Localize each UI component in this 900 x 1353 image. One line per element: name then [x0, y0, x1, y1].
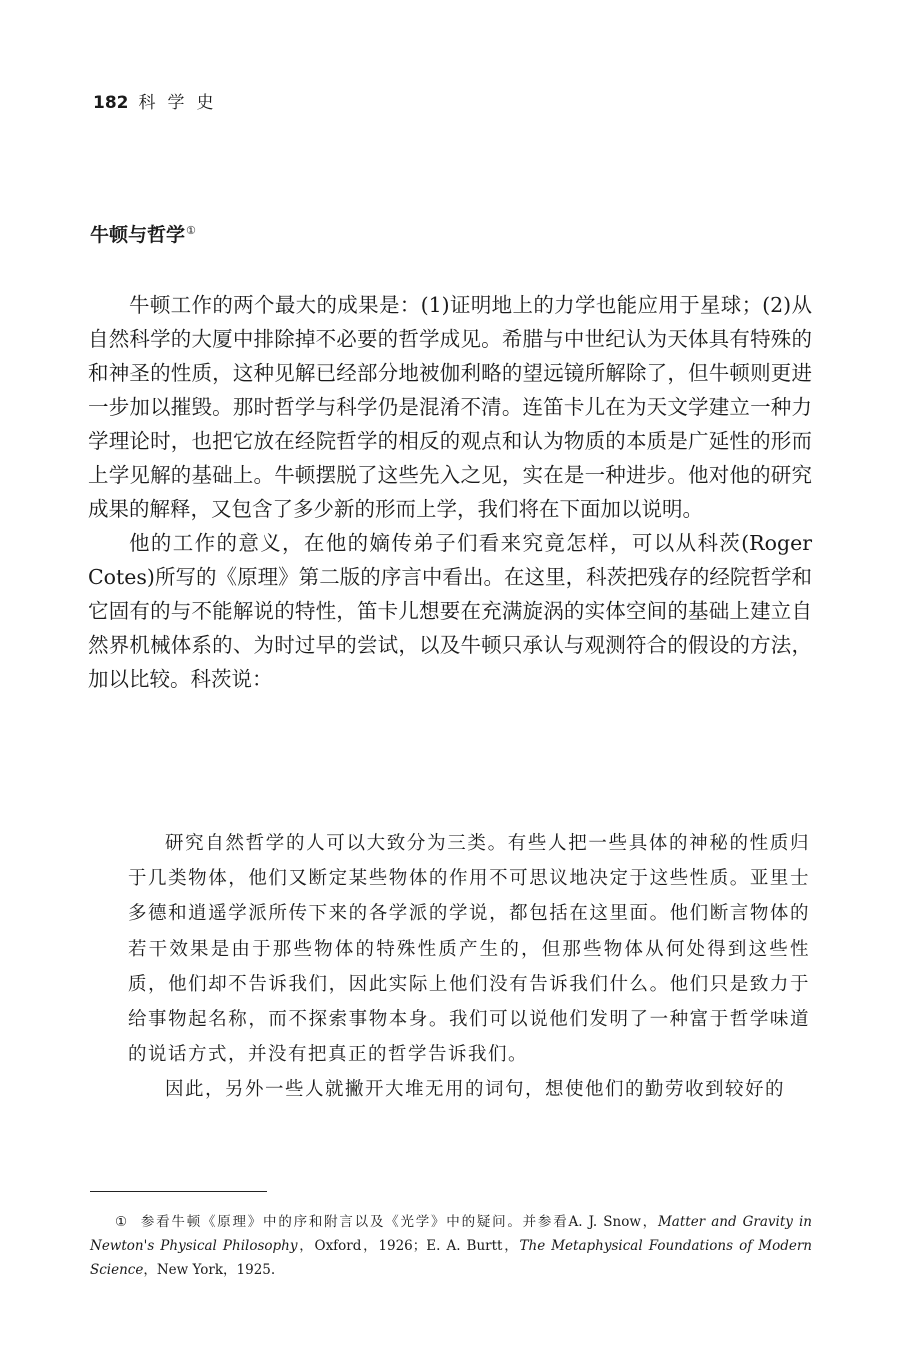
footnote-text-1: 参看牛顿《原理》中的序和附言以及《光学》中的疑问。并参看A. J. Snow， [140, 1214, 658, 1230]
section-title-text: 牛顿与哲学 [90, 224, 186, 246]
footnote-citation-title: The Metaphysical Foundations of Modern Science [90, 1238, 812, 1278]
body-paragraph: 牛顿工作的两个最大的成果是：(1)证明地上的力学也能应用于星球；(2)从自然科学的大厦中排除掉不必要的哲学成见。希腊与中世纪认为天体具有特殊的和神圣的性质，这种见解已经部分地被伽利略的望远镜所解除了，但牛顿则更进一步加以摧毁。那时哲学与科学仍是混淆不清。连笛卡儿在为天文学建立一种力学理论时，也把它放在经院哲学的相反的观点和认为物质的本质是广延性的形而上学见解的基础上。牛顿摆脱了这些先入之见，实在是一种进步。他对他的研究成果的解释，又包含了多少新的形而上学，我们将在下面加以说明。 [88, 293, 812, 521]
running-head [93, 88, 226, 113]
body-paragraph: 他的工作的意义，在他的嫡传弟子们看来究竟怎样，可以从科茨(Roger Cotes)所写的《原理》第二版的序言中看出。在这里，科茨把残存的经院哲学和它固有的与不能解说的特性，笛卡儿想要在充满旋涡的实体空间的基础上建立自然界机械体系的、为时过早的尝试，以及牛顿只承认与观测符合的假设的方法，加以比较。科茨说： [88, 531, 812, 691]
body-text [88, 288, 812, 696]
footnote [90, 1210, 812, 1282]
section-title [90, 220, 196, 247]
footnote-reference[interactable]: ① [186, 224, 196, 237]
footnote-marker: ① [115, 1214, 129, 1230]
quote-paragraph: 研究自然哲学的人可以大致分为三类。有些人把一些具体的神秘的性质归于几类物体，他们又断定某些物体的作用不可思议地决定于这些性质。亚里士多德和逍遥学派所传下来的各学派的学说，都包括在这里面。他们断言物体的若干效果是由于那些物体的特殊性质产生的，但那些物体从何处得到这些性质，他们却不告诉我们，因此实际上他们没有告诉我们什么。他们只是致力于给事物起名称，而不探索事物本身。我们可以说他们发明了一种富于哲学味道的说话方式，并没有把真正的哲学告诉我们。 [128, 833, 810, 1066]
footnote-text-3: ，New York，1925. [143, 1262, 276, 1278]
quote-paragraph: 因此，另外一些人就撇开大堆无用的词句，想使他们的勤劳收到较好的 [165, 1079, 786, 1101]
block-quote [128, 826, 810, 1108]
page-number: 182 [93, 93, 129, 113]
book-title: 科学史 [138, 93, 226, 113]
footnote-text-2: ，Oxford，1926；E. A. Burtt， [297, 1238, 520, 1254]
footnote-divider [90, 1191, 267, 1192]
footnote-citation-title: Matter and Gravity in Newton's Physical Philosophy [90, 1214, 813, 1254]
